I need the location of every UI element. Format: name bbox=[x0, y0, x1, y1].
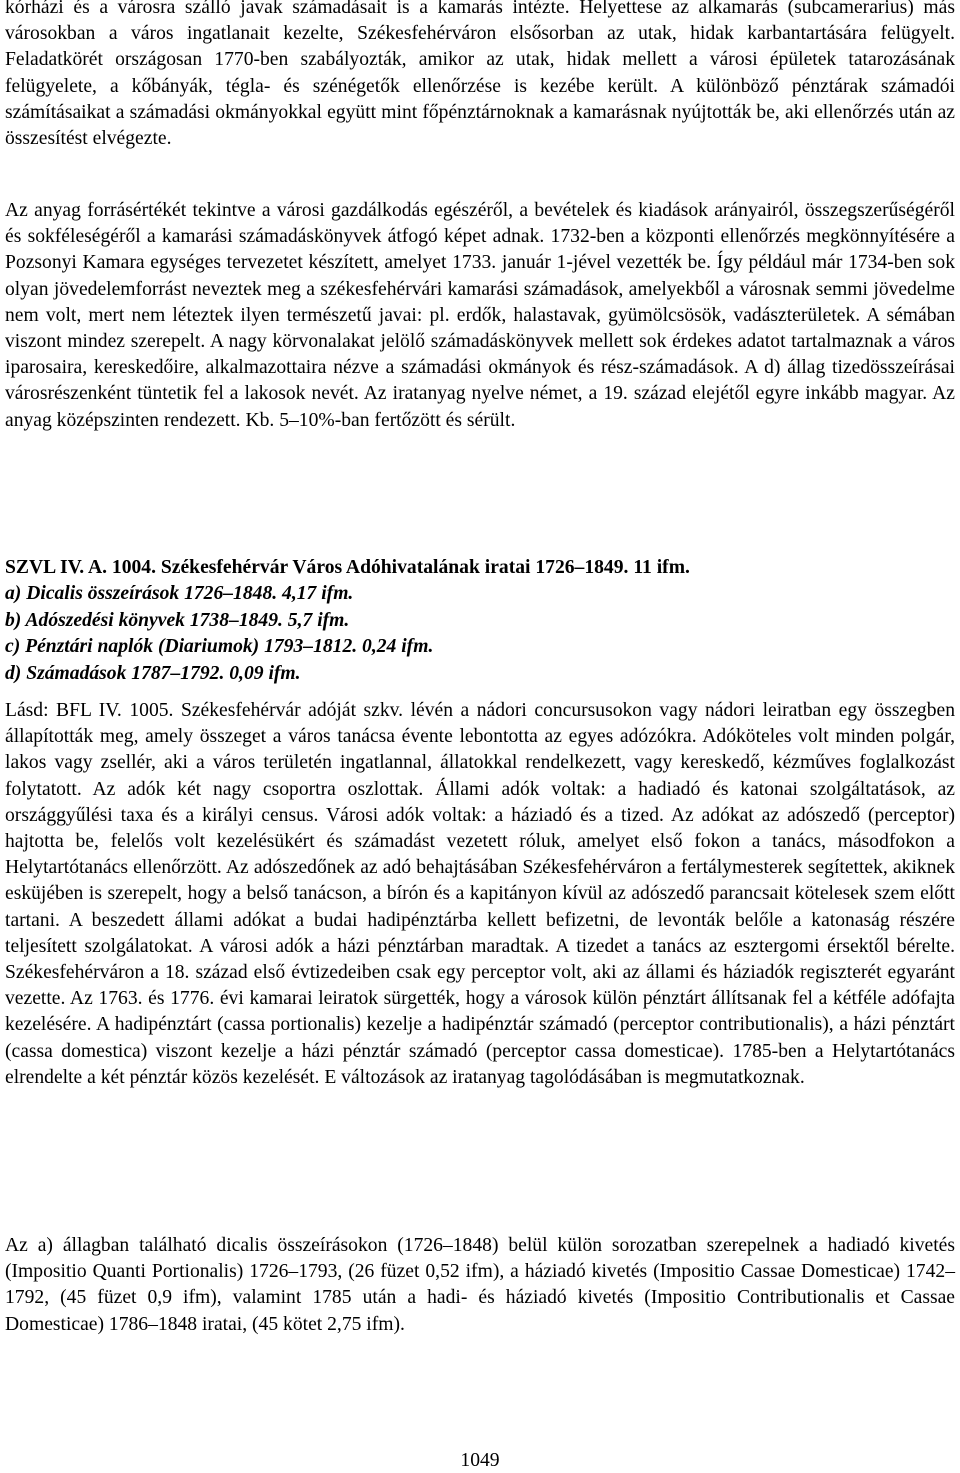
paragraph-adohivatal: Lásd: BFL IV. 1005. Székesfehérvár adóját szkv. lévén a nádori concursusokon vagy nádori leiratban egy összegben állapították meg, amely összeget a város tanácsa évente lebontotta az egyes adózókra. Adóköteles volt minden polgár, lakos vagy zsellér, aki a város területén ingatlannal, állatokkal rendelkezett, vagy kereskedő, kézműves foglalkozást folytatott. Az adók két nagy csoportra oszlottak. Állami adók voltak: a hadiadó és katonai szolgáltatások, az országgyűlési taxa és a királyi census. Városi adók voltak: a háziadó és a tized. Az adókat az adószedő (perceptor) hajtotta be, felelős volt kezelésükért és számadást vezetett róluk, amelyet első fokon a tanács, másodfokon a Helytartótanács ellenőrzött. Az adószedőnek az adó behajtásában Székesfehérváron a fertálymesterek segítettek, akiknek esküjében is szerepelt, hogy a belső tanácson, a bírón és a kapitányon kívül az adószedő parancsait kötelesek szem előtt tartani. A beszedett állami adókat a budai hadipénztárba kellett befizetni, de levonták belőle a katonaság részére teljesített szolgálatokat. A városi adók a házi pénztárban maradtak. A tizedet a tanács az esztergomi érsektől bérelte. Székesfehérváron a 18. század első évtizedeiben csak egy perceptor volt, aki az állami és háziadók regiszterét egyaránt vezette. Az 1763. és 1776. évi kamarai leiratok sürgették, hogy a városok külön pénztárt állítsanak fel a kétféle adófajta kezelésére. A hadipénztárt (cassa portionalis) kezelje a hadipénztár számadó (perceptor contributionalis), a házi pénztárt (cassa domestica) viszont kezelje a házi pénztár számadó (perceptor cassa domesticae). 1785-ben a Helytartótanács elrendelte a két pénztár közös kezelését. E változások az iratanyag tagolódásában is megmutatkoznak. bbox=[5, 700, 955, 1088]
series-item-b: b) Adószedési könyvek 1738–1849. 5,7 ifm. bbox=[5, 610, 350, 631]
series-item-c: c) Pénztári naplók (Diariumok) 1793–1812. 0,24 ifm. bbox=[5, 636, 434, 657]
series-item-a: a) Dicalis összeírások 1726–1848. 4,17 ifm. bbox=[5, 583, 354, 604]
paragraph-forrasertek: Az anyag forrásértékét tekintve a városi gazdálkodás egészéről, a bevételek és kiadások arányairól, összegszerűségéről és sokféleségéről a kamarási számadáskönyvek átfogó képet adnak. 1732-ben a központi ellenőrzés megkönnyítésére a Pozsonyi Kamara egységes tervezetet készített, amelyet 1733. január 1-jével vezették be. Így például már 1734-ben sok olyan jövedelemforrást neveztek meg a székesfehérvári kamarási számadások, amelyekből a városnak semmi jövedelme nem volt, mert nem léteztek ilyen természetű javai: pl. erdők, halastavak, gyümölcsösök, vadászterületek. A sémában viszont mindez szerepelt. A nagy körvonalakat jelölő számadáskönyvek mellett sok érdekes adatot tartalmaznak a város iparosaira, kereskedőire, alkalmazottaira nézve a számadási okmányok és rész-számadások. A d) állag tizedösszeírásai városrészenként tüntetik fel a lakosok nevét. Az iratanyag nyelve német, a 19. század elejétől egyre inkább magyar. Az anyag középszinten rendezett. Kb. 5–10%-ban fertőzött és sérült. bbox=[5, 200, 955, 431]
page-number: 1049 bbox=[460, 1450, 500, 1471]
series-item-d: d) Számadások 1787–1792. 0,09 ifm. bbox=[5, 663, 301, 684]
paragraph-kamaras: kórházi és a városra szálló javak számadásait is a kamarás intézte. Helyettese az alkamarás (subcamerarius) más városokban a város ingatlanait kezelte, Székesfehérváron elsősorban az utak, hidak karbantartására felügyelt. Feladatkörét országosan 1770-ben szabályozták, amikor az utak, hidak mellett a városi épületek tatarozásának felügyelete, a kőbányák, tégla- és szénégetők ellenőrzése is kezébe került. A különböző pénztárak számadói számításaikat a számadási okmányokkal együtt mint főpénztárnoknak a kamarásnak nyújtották be, aki ellenőrzés után az összesítést elvégezte. bbox=[5, 0, 955, 150]
paragraph-dicalis: Az a) állagban található dicalis összeírásokon (1726–1848) belül külön sorozatban szerepelnek a hadiadó kivetés (Impositio Quanti Portionalis) 1726–1793, (26 füzet 0,52 ifm), a háziadó kivetés (Impositio Cassae Domesticae) 1742–1792, (45 füzet 0,9 ifm), valamint 1785 után a hadi- és háziadó kivetés (Impositio Contributionalis et Cassae Domesticae) 1786–1848 iratai, (45 kötet 2,75 ifm). bbox=[5, 1235, 955, 1335]
fond-heading: SZVL IV. A. 1004. Székesfehérvár Város Adóhivatalának iratai 1726–1849. 11 ifm. bbox=[5, 557, 690, 578]
